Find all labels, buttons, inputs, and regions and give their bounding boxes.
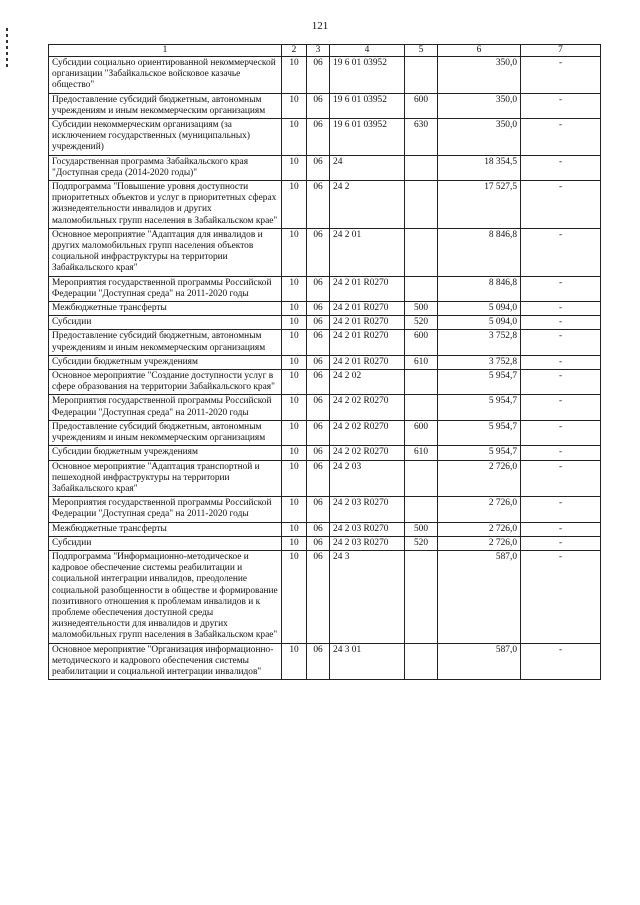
row-name: Субсидии (49, 536, 282, 550)
row-podrazdel: 06 (307, 93, 330, 118)
row-razdel: 10 (282, 302, 307, 316)
row-amount: 587,0 (438, 550, 521, 643)
row-razdel: 10 (282, 93, 307, 118)
row-podrazdel: 06 (307, 550, 330, 643)
row-target-article: 24 2 02 (330, 370, 405, 395)
row-razdel: 10 (282, 522, 307, 536)
row-podrazdel: 06 (307, 446, 330, 460)
row-amount: 5 094,0 (438, 302, 521, 316)
table-row (49, 446, 601, 460)
row-razdel: 10 (282, 643, 307, 680)
row-col7: - (521, 643, 601, 680)
row-col7: - (521, 57, 601, 94)
row-name: Субсидии бюджетным учреждениям (49, 446, 282, 460)
row-name: Подпрограмма "Информационно-методическое и кадровое обеспечение системы реабилитации и социальной интеграции инвалидов, преодоление социальной разобщенности в обществе и формирование позитивного отношения к проблемам инвалидов и к проблеме обеспечения доступной среды жизнедеятельности для инвалидов и других маломобильных групп населения в Забайкальском крае" (49, 550, 282, 643)
row-target-article: 24 2 01 R0270 (330, 355, 405, 369)
row-razdel: 10 (282, 330, 307, 355)
row-col7: - (521, 497, 601, 522)
row-amount: 18 354,5 (438, 155, 521, 180)
row-col7: - (521, 302, 601, 316)
row-expense-type (405, 57, 438, 94)
table-row (49, 228, 601, 276)
table-row (49, 330, 601, 355)
row-razdel: 10 (282, 355, 307, 369)
row-podrazdel: 06 (307, 57, 330, 94)
row-expense-type: 500 (405, 302, 438, 316)
row-target-article: 24 2 01 R0270 (330, 302, 405, 316)
row-podrazdel: 06 (307, 522, 330, 536)
row-name: Предоставление субсидий бюджетным, автономным учреждениям и иным некоммерческим организациям (49, 420, 282, 445)
row-col7: - (521, 276, 601, 301)
row-amount: 8 846,8 (438, 228, 521, 276)
row-target-article: 24 2 01 R0270 (330, 330, 405, 355)
row-amount: 350,0 (438, 57, 521, 94)
row-name: Субсидии социально ориентированной некоммерческой организации "Забайкальское войсковое казачье общество" (49, 57, 282, 94)
table-row (49, 316, 601, 330)
header-cell-2: 2 (282, 45, 307, 57)
row-podrazdel: 06 (307, 302, 330, 316)
table-row (49, 643, 601, 680)
row-podrazdel: 06 (307, 370, 330, 395)
row-expense-type (405, 181, 438, 229)
row-name: Межбюджетные трансферты (49, 302, 282, 316)
row-target-article: 24 2 03 R0270 (330, 497, 405, 522)
row-name: Субсидии бюджетным учреждениям (49, 355, 282, 369)
row-razdel: 10 (282, 395, 307, 420)
row-razdel: 10 (282, 536, 307, 550)
row-expense-type: 520 (405, 316, 438, 330)
table-body (49, 57, 601, 680)
table-row (49, 370, 601, 395)
row-amount: 5 954,7 (438, 370, 521, 395)
row-name: Основное мероприятие "Создание доступности услуг в сфере образования на территории Забайкальского края" (49, 370, 282, 395)
row-col7: - (521, 536, 601, 550)
row-podrazdel: 06 (307, 316, 330, 330)
binding-mark (6, 28, 9, 88)
row-expense-type (405, 550, 438, 643)
row-name: Основное мероприятие "Адаптация транспортной и пешеходной инфраструктуры на территории Забайкальского края" (49, 460, 282, 497)
row-expense-type (405, 155, 438, 180)
header-row (49, 45, 601, 57)
row-name: Предоставление субсидий бюджетным, автономным учреждениям и иным некоммерческим организациям (49, 330, 282, 355)
row-amount: 5 954,7 (438, 420, 521, 445)
row-name: Субсидии (49, 316, 282, 330)
row-razdel: 10 (282, 550, 307, 643)
row-expense-type: 610 (405, 355, 438, 369)
row-amount: 3 752,8 (438, 330, 521, 355)
row-name: Подпрограмма "Повышение уровня доступности приоритетных объектов и услуг в приоритетных сферах жизнедеятельности инвалидов и других маломобильных групп населения в Забайкальском крае" (49, 181, 282, 229)
row-amount: 587,0 (438, 643, 521, 680)
row-podrazdel: 06 (307, 460, 330, 497)
row-target-article: 24 3 01 (330, 643, 405, 680)
row-col7: - (521, 316, 601, 330)
row-podrazdel: 06 (307, 181, 330, 229)
row-razdel: 10 (282, 228, 307, 276)
row-razdel: 10 (282, 57, 307, 94)
row-col7: - (521, 93, 601, 118)
row-amount: 2 726,0 (438, 522, 521, 536)
row-amount: 350,0 (438, 119, 521, 156)
row-podrazdel: 06 (307, 355, 330, 369)
row-razdel: 10 (282, 420, 307, 445)
row-razdel: 10 (282, 276, 307, 301)
row-expense-type (405, 395, 438, 420)
row-podrazdel: 06 (307, 395, 330, 420)
row-expense-type: 600 (405, 420, 438, 445)
row-expense-type (405, 276, 438, 301)
row-col7: - (521, 155, 601, 180)
row-expense-type (405, 643, 438, 680)
row-name: Предоставление субсидий бюджетным, автономным учреждениям и иным некоммерческим организациям (49, 93, 282, 118)
row-col7: - (521, 420, 601, 445)
table-row (49, 536, 601, 550)
row-name: Мероприятия государственной программы Российской Федерации "Доступная среда" на 2011-2020 годы (49, 395, 282, 420)
row-razdel: 10 (282, 119, 307, 156)
row-podrazdel: 06 (307, 276, 330, 301)
row-amount: 5 954,7 (438, 446, 521, 460)
row-expense-type: 500 (405, 522, 438, 536)
row-amount: 2 726,0 (438, 497, 521, 522)
table-row (49, 155, 601, 180)
row-col7: - (521, 446, 601, 460)
row-col7: - (521, 370, 601, 395)
table-row (49, 57, 601, 94)
row-amount: 2 726,0 (438, 460, 521, 497)
row-name: Основное мероприятие "Адаптация для инвалидов и других маломобильных групп населения объектов социальной инфраструктуры на территории Забайкальского края" (49, 228, 282, 276)
table-row (49, 93, 601, 118)
row-target-article: 19 6 01 03952 (330, 93, 405, 118)
row-expense-type: 630 (405, 119, 438, 156)
row-razdel: 10 (282, 181, 307, 229)
row-col7: - (521, 330, 601, 355)
header-cell-1: 1 (49, 45, 282, 57)
row-target-article: 24 2 01 R0270 (330, 316, 405, 330)
header-cell-5: 5 (405, 45, 438, 57)
header-cell-7: 7 (521, 45, 601, 57)
table-row (49, 276, 601, 301)
row-target-article: 24 2 03 R0270 (330, 522, 405, 536)
table-row (49, 395, 601, 420)
row-target-article: 19 6 01 03952 (330, 57, 405, 94)
row-target-article: 19 6 01 03952 (330, 119, 405, 156)
row-amount: 3 752,8 (438, 355, 521, 369)
row-expense-type (405, 460, 438, 497)
row-podrazdel: 06 (307, 228, 330, 276)
table-row (49, 420, 601, 445)
table-row (49, 119, 601, 156)
row-expense-type: 610 (405, 446, 438, 460)
row-col7: - (521, 550, 601, 643)
table-row (49, 550, 601, 643)
page-number: 121 (311, 20, 329, 32)
row-target-article: 24 2 03 (330, 460, 405, 497)
row-podrazdel: 06 (307, 330, 330, 355)
row-name: Субсидии некоммерческим организациям (за исключением государственных (муниципальных) учреждений) (49, 119, 282, 156)
row-amount: 5 094,0 (438, 316, 521, 330)
row-razdel: 10 (282, 460, 307, 497)
row-podrazdel: 06 (307, 155, 330, 180)
table-row (49, 497, 601, 522)
row-name: Мероприятия государственной программы Российской Федерации "Доступная среда" на 2011-2020 годы (49, 276, 282, 301)
row-expense-type (405, 370, 438, 395)
row-col7: - (521, 119, 601, 156)
row-razdel: 10 (282, 446, 307, 460)
row-amount: 8 846,8 (438, 276, 521, 301)
row-col7: - (521, 460, 601, 497)
row-expense-type (405, 228, 438, 276)
row-amount: 17 527,5 (438, 181, 521, 229)
row-expense-type (405, 497, 438, 522)
row-target-article: 24 2 01 R0270 (330, 276, 405, 301)
row-expense-type: 520 (405, 536, 438, 550)
row-target-article: 24 2 02 R0270 (330, 395, 405, 420)
header-cell-4: 4 (330, 45, 405, 57)
table-row (49, 302, 601, 316)
row-target-article: 24 2 02 R0270 (330, 446, 405, 460)
row-razdel: 10 (282, 155, 307, 180)
row-name: Мероприятия государственной программы Российской Федерации "Доступная среда" на 2011-2020 годы (49, 497, 282, 522)
row-col7: - (521, 228, 601, 276)
row-name: Основное мероприятие "Организация информационно-методического и кадрового обеспечения системы реабилитации и социальной интеграции инвалидов" (49, 643, 282, 680)
row-col7: - (521, 181, 601, 229)
row-name: Межбюджетные трансферты (49, 522, 282, 536)
row-col7: - (521, 395, 601, 420)
row-podrazdel: 06 (307, 643, 330, 680)
row-name: Государственная программа Забайкальского края "Доступная среда (2014-2020 годы)" (49, 155, 282, 180)
row-podrazdel: 06 (307, 420, 330, 445)
header-cell-6: 6 (438, 45, 521, 57)
row-razdel: 10 (282, 497, 307, 522)
row-amount: 2 726,0 (438, 536, 521, 550)
row-expense-type: 600 (405, 330, 438, 355)
row-target-article: 24 (330, 155, 405, 180)
row-col7: - (521, 522, 601, 536)
row-amount: 5 954,7 (438, 395, 521, 420)
table-row (49, 355, 601, 369)
row-target-article: 24 2 03 R0270 (330, 536, 405, 550)
row-col7: - (521, 355, 601, 369)
row-expense-type: 600 (405, 93, 438, 118)
table-row (49, 181, 601, 229)
budget-table (48, 44, 601, 680)
row-razdel: 10 (282, 316, 307, 330)
row-target-article: 24 2 01 (330, 228, 405, 276)
row-amount: 350,0 (438, 93, 521, 118)
row-razdel: 10 (282, 370, 307, 395)
row-target-article: 24 2 02 R0270 (330, 420, 405, 445)
row-podrazdel: 06 (307, 119, 330, 156)
table-row (49, 522, 601, 536)
table-row (49, 460, 601, 497)
row-target-article: 24 3 (330, 550, 405, 643)
header-cell-3: 3 (307, 45, 330, 57)
row-target-article: 24 2 (330, 181, 405, 229)
row-podrazdel: 06 (307, 536, 330, 550)
row-podrazdel: 06 (307, 497, 330, 522)
